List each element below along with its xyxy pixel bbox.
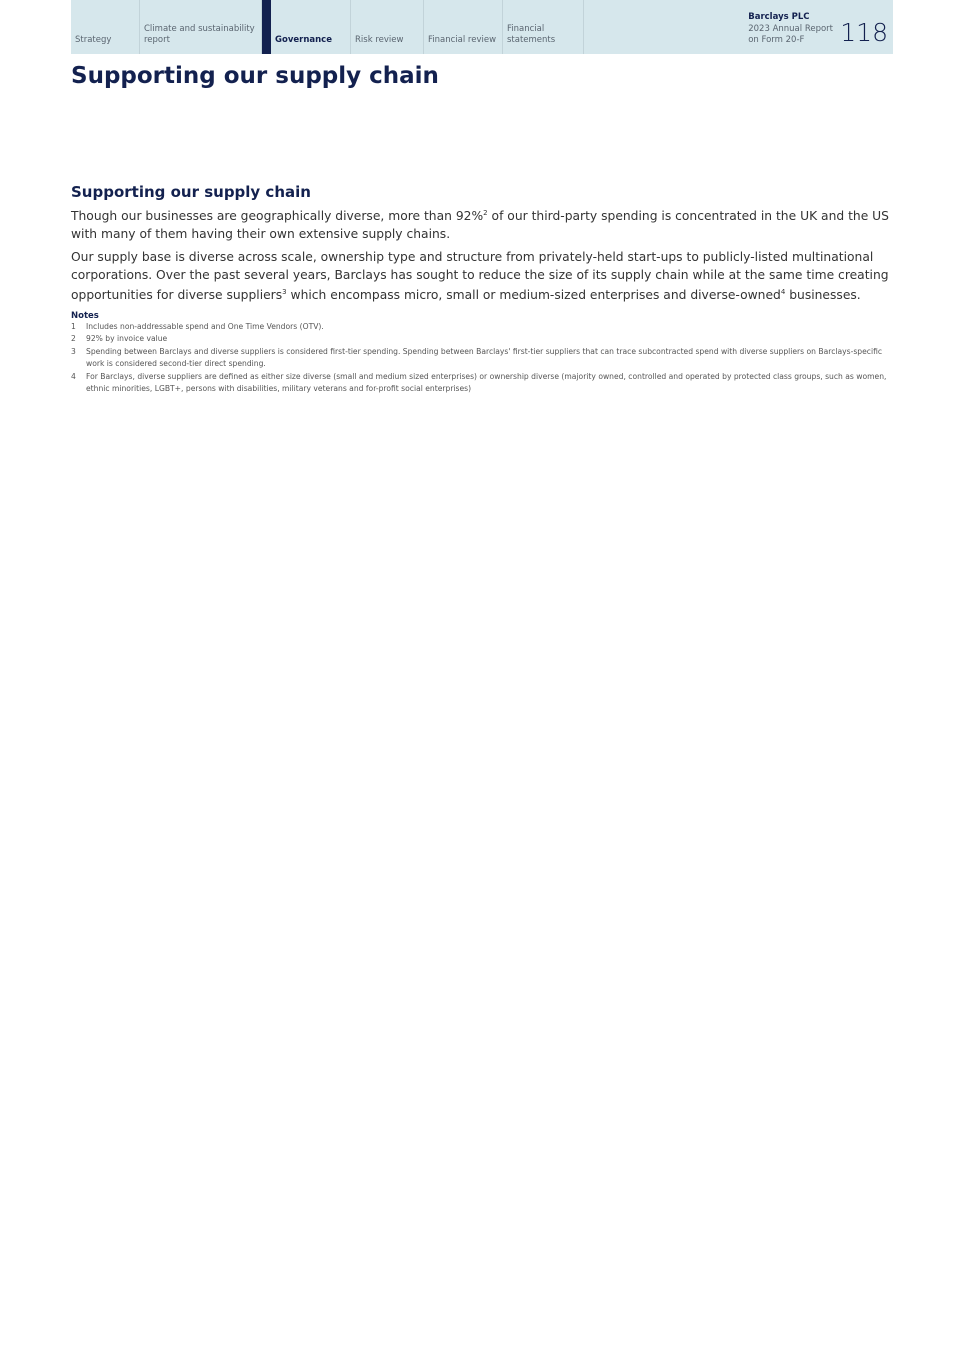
note-number: 2 [71,334,76,344]
note-number: 4 [71,371,76,381]
paragraph-2 [71,249,896,305]
tab-governance[interactable]: Governance [262,0,351,54]
tab-strategy[interactable]: Strategy [71,0,140,54]
text: Though our businesses are geographically diverse, more than 92% [71,209,484,224]
tab-climate-sustainability[interactable]: Climate and sustainability report [140,0,262,54]
note-item [71,333,896,346]
footnote-ref: 4 [780,288,786,297]
note-text: Includes non-addressable spend and One Time Vendors (OTV). [86,321,324,331]
note-text: For Barclays, diverse suppliers are defined as either size diverse (small and medium sized enterprises) or ownership diverse (majority owned, controlled and operated by protected class groups, such as women, ethnic minorities, LGBT+, persons with disabilities, military veterans and for-profit social enterprises) [86,371,887,394]
report-info [748,12,833,47]
footnote-ref: 2 [483,209,488,217]
note-text: 92% by invoice value [86,334,168,344]
notes-title: Notes [71,310,99,321]
page-title: Supporting our supply chain [71,63,439,89]
footnote-ref: 3 [282,288,287,297]
note-item [71,371,896,396]
paragraph-1 [71,205,896,243]
note-item [71,321,896,334]
note-number: 3 [71,346,76,356]
tab-financial-statements[interactable]: Financial statements [503,0,584,54]
section-heading: Supporting our supply chain [71,183,311,201]
section-content [71,183,896,396]
tab-financial-review[interactable]: Financial review [424,0,503,54]
text: of our third-party spending is concentrated in the UK and the US with many of them having their own extensive supply chains. [71,209,889,241]
note-number: 1 [71,321,76,331]
tab-risk-review[interactable]: Risk review [351,0,424,54]
top-navigation [71,0,893,54]
page-number: 118 [840,18,888,47]
text: Our supply base is diverse across scale, ownership type and structure from privately-held start-ups to publicly-listed multinational corporations. Over the past several years, Barclays has sought to reduce the size of its supply chain while at the same time creating opportunities for diverse suppliers [71,250,889,303]
company-name: Barclays PLC [748,12,810,22]
note-text: Spending between Barclays and diverse suppliers is considered first-tier spending. Spending between Barclays' first-tier suppliers that can trace subcontracted spend with diverse suppliers on Barclays-specific work is considered second-tier direct spending. [86,346,883,369]
report-form: on Form 20-F [748,35,805,45]
note-item [71,346,896,371]
report-title: 2023 Annual Report [748,23,833,34]
text: which encompass micro, small or medium-sized enterprises and diverse-owned [286,288,781,303]
text: businesses. [785,288,861,303]
